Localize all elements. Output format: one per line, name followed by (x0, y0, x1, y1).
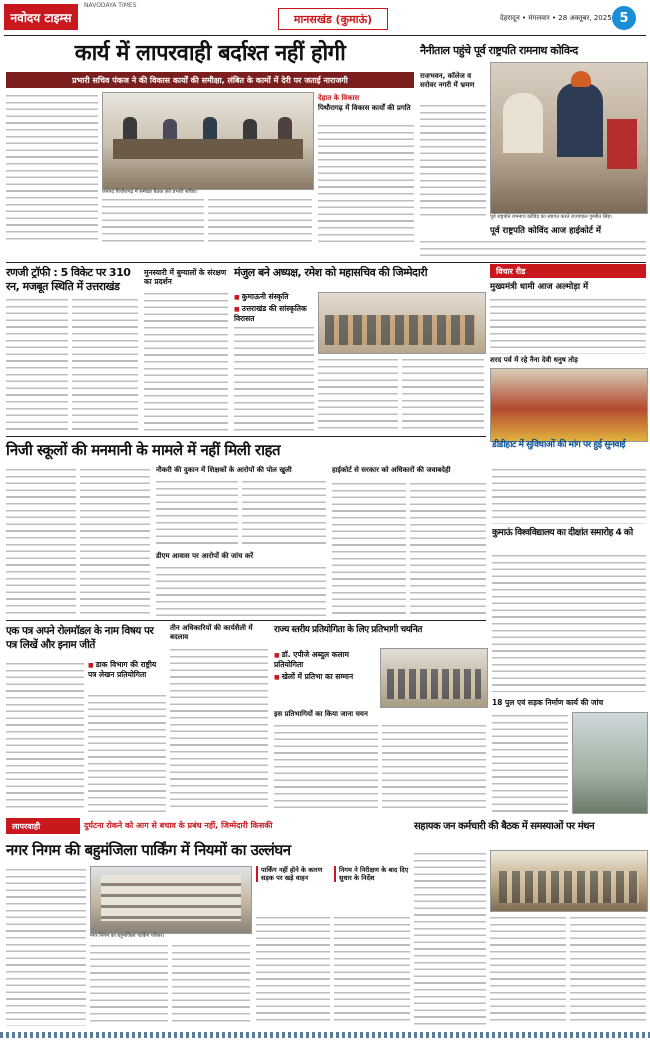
manjul-column-1 (234, 324, 314, 432)
divider (6, 262, 646, 263)
dateline: देहरादून • मंगलवार • 28 अक्तूबर, 2025 (500, 14, 612, 22)
kumaon-univ-column (492, 552, 646, 692)
rolemodel-headline: एक पत्र अपने रोलमॉडल के नाम विषय पर पत्र लिखें और इनाम जीतें (6, 625, 154, 651)
bridge-photo (572, 712, 648, 814)
munsyari-headline: मुनस्यारी में बुग्यालों के संरक्षण का प्रदर्शन (144, 268, 227, 286)
person-figure (203, 117, 217, 139)
schools-column-7 (410, 480, 486, 616)
nainital-headline: नैनीताल पहुंचे पूर्व राष्ट्रपति रामनाथ कोविन्द (420, 44, 578, 57)
competition-photo (380, 648, 488, 708)
lead-photo-caption: जनपद पिथौरागढ़ में समीक्षा बैठक लेते प्रभारी सचिव। (102, 189, 198, 195)
parking-headline: नगर निगम की बहुमंजिला पार्किंग में नियमों का उल्लंघन (6, 841, 291, 859)
masthead (0, 0, 650, 34)
nainital-photo-caption: पूर्व राष्ट्रपति रामनाथ कोविंद का स्वागत करते राज्यपाल गुरमीत सिंह। (490, 214, 613, 220)
divider (6, 436, 486, 437)
person-figure (503, 93, 543, 153)
vichar-sub-headline: शरद पर्व में रहे नैना देवी धनुष तोड़ (490, 356, 578, 364)
dehat-kicker: देहात के विकास (318, 94, 360, 102)
rolemodel-column-1 (6, 660, 84, 812)
sahakar-column-3 (570, 914, 646, 1026)
person-figure (163, 119, 177, 139)
schools-sub-b: हाईकोर्ट से सरकार को अधिकारों की जवाबदेही (332, 466, 451, 474)
vichar-column (490, 296, 646, 354)
lead-headline: कार्य में लापरवाही बर्दाश्त नहीं होगी (74, 41, 346, 66)
parking-photo (90, 866, 252, 934)
ranji-column-1 (6, 296, 68, 432)
competition-headline: राज्य स्तरीय प्रतियोगिता के लिए प्रतिभागी चयनित (274, 625, 422, 635)
person-figure (557, 83, 603, 157)
manjul-headline: मंजुल बने अध्यक्ष, रमेश को महासचिव की जिम्मेदारी (234, 266, 428, 279)
rolemodel-column-2 (88, 692, 166, 812)
ddihat-headline: डीडीहाट में सुविधाओं की मांग पर हुई सुनवाई (492, 440, 626, 450)
divider (6, 620, 486, 621)
parking-building (101, 875, 241, 921)
parking-column-1 (6, 866, 86, 1026)
officers-headline: तीन अधिकारियों की कार्यशैली में बदलाव (170, 624, 253, 641)
sahakar-column-1 (414, 850, 486, 1026)
competition-column-2 (382, 722, 486, 812)
manjul-photo (318, 292, 486, 354)
schools-column-5 (156, 564, 326, 616)
competition-bullet-1: ■ डॉ. एपीजे अब्दुल कलाम प्रतियोगिता (274, 650, 374, 669)
munsyari-column (144, 290, 228, 432)
ranji-headline: रणजी ट्रॉफी : 5 विकेट पर 310 रन, मजबूत स्थिति में उत्तराखंड (6, 266, 131, 293)
brand-logo: नवोदय टाइम्स (4, 4, 78, 30)
person-figure (278, 117, 292, 139)
meeting-table (113, 139, 303, 159)
vichar-headline: मुख्यमंत्री धामी आज अल्मोड़ा में (490, 282, 589, 292)
parking-callout-b: निगम ने निरीक्षण के बाद दिए सुधार के निर्देश (334, 866, 413, 882)
group-of-people (325, 315, 475, 345)
lead-column-1 (6, 92, 98, 242)
nainital-column (420, 102, 486, 220)
nainital-sub-column (420, 238, 646, 260)
ddihat-column (492, 466, 646, 524)
page-number: 5 (612, 6, 636, 30)
dehat-headline: पिथौरागढ़ में विकास कार्यों की प्रगति (318, 104, 411, 112)
brand-subtitle: NAVODAYA TIMES (84, 2, 137, 9)
lead-photo (102, 92, 314, 190)
manjul-bullet-2: ■ उत्तराखंड की सांस्कृतिक विरासत (234, 304, 314, 323)
vichar-photo (490, 368, 648, 442)
sahakar-photo (490, 850, 648, 912)
group-of-people (499, 871, 639, 903)
schools-column-4 (242, 478, 326, 548)
turban-shape (571, 71, 591, 87)
lapaprwahi-headline: दुर्घटना रोकने को आग से बचाव के प्रबंध नहीं, जिम्मेदारी किसकी (84, 821, 273, 830)
manjul-bullet-1: ■ कुमाऊनी संस्कृति (234, 292, 314, 302)
parking-column-4 (256, 914, 330, 1026)
manjul-column-3 (402, 356, 484, 432)
schools-column-3 (156, 478, 238, 548)
schools-sub-a: नौकरी की दुकान में शिक्षकों के आरोपों की पोल खुली (156, 466, 292, 474)
divider (4, 35, 646, 36)
ranji-column-2 (72, 296, 138, 432)
parking-column-3 (172, 942, 250, 1026)
schools-column-1 (6, 466, 76, 616)
schools-column-2 (80, 466, 150, 616)
nainital-photo (490, 62, 648, 214)
lead-subhead: प्रभारी सचिव पंकज ने की विकास कार्यों की समीक्षा, लंबित के कामों में देरी पर जताई नाराजगी (6, 72, 414, 88)
person-figure (243, 119, 257, 139)
vichar-tag: विचार रीड (490, 264, 646, 278)
schools-sub-c: डीएम आवास पर आरोपों की जांच करें (156, 552, 254, 560)
section-title: मानसखंड (कुमाऊं) (278, 8, 388, 30)
nainital-sub-headline: पूर्व राष्ट्रपति कोविंद आज हाईकोर्ट में (490, 226, 602, 236)
manjul-column-2 (318, 356, 398, 432)
competition-bullet-2: ■ खेलों में प्रतिभा का सम्मान (274, 672, 374, 682)
person-figure (607, 119, 637, 169)
footer-border (0, 1032, 650, 1038)
competition-column-1 (274, 722, 378, 812)
officers-column (170, 646, 268, 812)
parking-callout-a: पार्किंग नहीं होने के कारण सड़क पर खड़े वाहन (256, 866, 333, 882)
kumaon-univ-headline: कुमाऊं विश्वविद्यालय का दीक्षांत समारोह 4 को (492, 528, 633, 538)
group-of-people (387, 669, 481, 699)
bridge-headline: 18 पुल एवं सड़क निर्माण कार्य की जांच (492, 698, 604, 707)
lead-column-3 (208, 196, 312, 242)
lapaprwahi-tag: लापरवाही (6, 818, 80, 834)
competition-photo-caption: इस प्रतिभागियों का किया जाना चयन (274, 710, 368, 718)
person-figure (123, 117, 137, 139)
sahakar-column-2 (490, 914, 566, 1026)
bridge-column (492, 712, 568, 812)
rolemodel-side-kicker: ■ डाक विभाग की राष्ट्रीय पत्र लेखन प्रतियोगिता (88, 660, 166, 679)
lead-column-2 (102, 196, 204, 242)
dehat-column (318, 122, 414, 242)
parking-photo-caption: नगर निगम का बहुमंजिला पार्किंग परिसर। (90, 933, 165, 939)
schools-headline: निजी स्कूलों की मनमानी के मामले में नहीं मिली राहत (6, 441, 281, 459)
sahakar-headline: सहायक जन कर्मचारी की बैठक में समस्याओं पर मंथन (414, 821, 595, 832)
parking-column-2 (90, 942, 168, 1026)
nainital-kicker: राजभवन, कॉलेज व सरोवर नगरी में भ्रमण (420, 72, 475, 89)
parking-column-5 (334, 914, 410, 1026)
schools-column-6 (332, 480, 406, 616)
